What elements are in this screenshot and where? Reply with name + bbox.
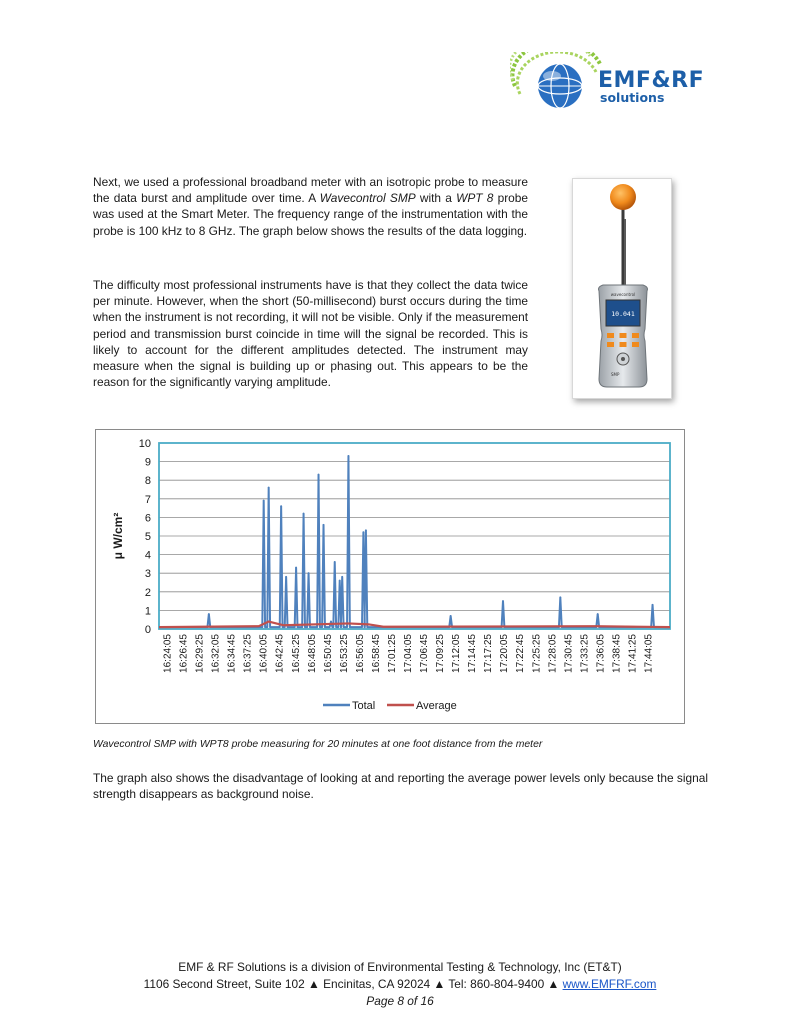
y-tick-label: 7 xyxy=(144,493,151,506)
x-tick-label: 17:30:45 xyxy=(563,634,575,673)
y-axis-label: μ W/cm² xyxy=(111,512,125,560)
probe-ball xyxy=(610,184,636,210)
y-tick-label: 0 xyxy=(144,624,151,636)
x-tick-label: 16:29:25 xyxy=(194,634,206,673)
x-tick-label: 17:44:05 xyxy=(643,634,655,673)
logo-text xyxy=(598,70,704,104)
total-peak-point xyxy=(308,572,310,574)
series-average-line xyxy=(159,622,670,628)
y-tick-label: 2 xyxy=(144,586,151,599)
total-peak-point xyxy=(318,474,320,476)
chart-caption: Wavecontrol SMP with WPT8 probe measuring for 20 minutes at one foot distance from the meter xyxy=(93,739,543,750)
total-peak-point xyxy=(559,596,561,598)
total-peak-point xyxy=(334,561,336,563)
legend-total-label: Total xyxy=(352,700,376,712)
paragraph-text: with a xyxy=(415,191,457,206)
instrument-name: Wavecontrol SMP xyxy=(319,191,416,206)
x-tick-label: 16:34:45 xyxy=(226,634,238,673)
total-peak-point xyxy=(323,524,325,526)
total-peak-point xyxy=(363,531,365,533)
y-tick-label: 3 xyxy=(144,568,151,581)
conclusion-paragraph: The graph also shows the disadvantage of looking at and reporting the average power levels only because the signal strength disappears as background noise. xyxy=(93,771,708,802)
y-tick-label: 4 xyxy=(144,549,151,562)
series-total-line xyxy=(159,456,670,627)
total-peak-point xyxy=(339,580,341,582)
paragraph-text: probe was used at the Smart Meter. The frequency range of the instrumentation with the probe is 100 kHz to 8 GHz. The graph below shows the results of the data logging. xyxy=(93,191,528,238)
footer-company: EMF & RF Solutions is a division of Environmental Testing & Technology, Inc (ET&T) xyxy=(178,960,622,974)
total-peak-point xyxy=(280,505,282,507)
x-tick-label: 16:50:45 xyxy=(322,634,334,673)
x-tick-label: 16:26:45 xyxy=(178,634,190,673)
total-peak-point xyxy=(348,455,350,457)
x-tick-label: 17:14:45 xyxy=(467,634,479,673)
meter-illustration xyxy=(573,179,671,398)
x-tick-label: 16:40:05 xyxy=(258,634,270,673)
difficulty-paragraph: The difficulty most professional instruments have is that they collect the data twice per minute. However, when the short (50-millisecond) burst occurs during the time when the instrument is not recording, it will not be visible. Only if the measurement period and transmission burst coincide in time will the signal be recorded. This is likely to account for the different amplitudes detected. The instrument may measure when the signal is building up or phasing out. This appears to be the reason for the significantly varying amplitude. xyxy=(93,278,528,390)
x-tick-label: 17:22:45 xyxy=(515,634,527,673)
data-log-chart xyxy=(95,429,685,724)
device-brand: wavecontrol xyxy=(610,292,636,297)
legend-average-label: Average xyxy=(416,700,457,712)
website-link[interactable]: www.EMFRF.com xyxy=(562,977,657,991)
y-tick-label: 8 xyxy=(144,475,151,488)
chart-svg xyxy=(96,430,684,723)
total-peak-point xyxy=(208,613,210,615)
meter-photo xyxy=(572,178,672,399)
total-peak-point xyxy=(365,530,367,532)
total-peak-point xyxy=(450,615,452,617)
y-tick-label: 6 xyxy=(144,512,151,525)
total-peak-point xyxy=(597,613,599,615)
total-peak-point xyxy=(652,604,654,606)
footer-address xyxy=(0,977,800,991)
x-tick-label: 17:04:05 xyxy=(403,634,414,673)
x-tick-label: 16:48:05 xyxy=(306,634,318,673)
paragraph-text: Next, we used a professional broadband meter with an isotropic probe to measure the data burst and amplitude over time. A xyxy=(93,175,528,206)
x-tick-label: 16:24:05 xyxy=(162,634,174,673)
x-tick-label: 17:12:05 xyxy=(451,634,463,673)
total-peak-point xyxy=(330,621,332,623)
y-tick-label: 1 xyxy=(144,605,151,618)
total-peak-point xyxy=(285,576,287,578)
x-tick-label: 17:36:05 xyxy=(595,634,607,673)
total-peak-point xyxy=(303,513,305,515)
x-tick-label: 16:53:25 xyxy=(338,634,350,673)
total-peak-point xyxy=(295,567,297,569)
x-tick-label: 17:38:45 xyxy=(611,634,623,673)
y-tick-label: 5 xyxy=(144,531,151,543)
y-tick-label: 9 xyxy=(144,456,151,469)
footer-address-text: 1106 Second Street, Suite 102 ▲ Encinitas, CA 92024 ▲ Tel: 860-804-9400 ▲ xyxy=(143,977,563,991)
intro-paragraph xyxy=(93,174,528,239)
x-tick-label: 17:09:25 xyxy=(435,634,447,673)
total-peak-point xyxy=(268,487,270,489)
total-peak-point xyxy=(341,576,343,578)
x-tick-label: 16:45:25 xyxy=(290,634,302,673)
x-tick-label: 17:17:25 xyxy=(483,634,495,673)
x-tick-label: 16:37:25 xyxy=(242,634,254,673)
x-tick-label: 17:06:45 xyxy=(419,634,431,673)
device-model: SMP xyxy=(611,372,620,377)
x-tick-label: 17:01:25 xyxy=(386,634,398,673)
x-tick-label: 17:28:05 xyxy=(547,634,559,673)
device-display: 10.041 xyxy=(611,310,635,318)
total-peak-point xyxy=(263,500,265,502)
logo-sub: solutions xyxy=(600,90,665,105)
y-tick-label: 10 xyxy=(138,438,151,450)
x-tick-label: 16:56:05 xyxy=(354,634,366,673)
x-tick-label: 17:25:25 xyxy=(531,634,543,673)
x-tick-label: 17:33:25 xyxy=(579,634,591,673)
page-number: Page 8 of 16 xyxy=(366,994,434,1008)
x-tick-label: 17:20:05 xyxy=(499,634,511,673)
total-peak-point xyxy=(502,600,504,602)
x-tick-label: 16:32:05 xyxy=(210,634,222,673)
logo-brand: EMF&RF xyxy=(598,68,705,93)
x-tick-label: 16:58:45 xyxy=(370,634,382,673)
x-tick-label: 17:41:25 xyxy=(627,634,639,673)
probe-name: WPT 8 xyxy=(456,191,494,206)
x-tick-label: 16:42:45 xyxy=(274,634,286,673)
